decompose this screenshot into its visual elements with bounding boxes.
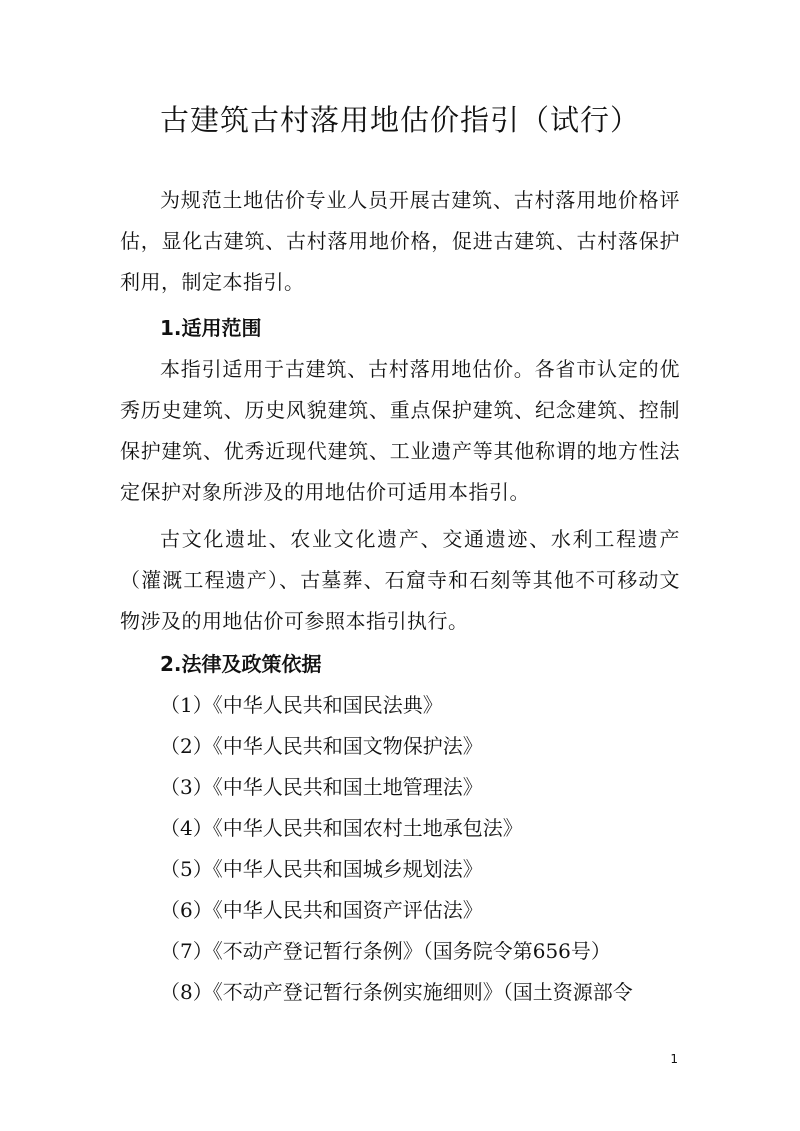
section-2-heading: 2.法律及政策依据 bbox=[160, 652, 322, 676]
legal-basis-list bbox=[160, 685, 633, 1013]
list-item: （4）《中华人民共和国农村土地承包法》 bbox=[160, 816, 523, 840]
page-number: 1 bbox=[670, 1052, 678, 1066]
list-item: （8）《不动产登记暂行条例实施细则》（国土资源部令 bbox=[160, 980, 633, 1004]
section-1-paragraph-1: 本指引适用于古建筑、古村落用地估价。各省市认定的优秀历史建筑、历史风貌建筑、重点保护建筑、纪念建筑、控制保护建筑、优秀近现代建筑、工业遗产等其他称谓的地方性法定保护对象所涉及的用地估价可适用本指引。 bbox=[120, 357, 680, 504]
list-item: （3）《中华人民共和国土地管理法》 bbox=[160, 775, 483, 799]
list-item: （2）《中华人民共和国文物保护法》 bbox=[160, 734, 483, 758]
section-1-heading: 1.适用范围 bbox=[160, 316, 262, 340]
intro-paragraph: 为规范土地估价专业人员开展古建筑、古村落用地价格评估，显化古建筑、古村落用地价格，促进古建筑、古村落保护利用，制定本指引。 bbox=[120, 188, 680, 294]
document-title: 古建筑古村落用地估价指引（试行） bbox=[159, 103, 640, 137]
list-item: （1）《中华人民共和国民法典》 bbox=[160, 693, 443, 717]
list-item: （5）《中华人民共和国城乡规划法》 bbox=[160, 857, 483, 881]
list-item: （6）《中华人民共和国资产评估法》 bbox=[160, 898, 483, 922]
list-item: （7）《不动产登记暂行条例》（国务院令第656号） bbox=[160, 939, 611, 963]
section-1-paragraph-2: 古文化遗址、农业文化遗产、交通遗迹、水利工程遗产（灌溉工程遗产）、古墓葬、石窟寺和石刻等其他不可移动文物涉及的用地估价可参照本指引执行。 bbox=[120, 527, 680, 633]
